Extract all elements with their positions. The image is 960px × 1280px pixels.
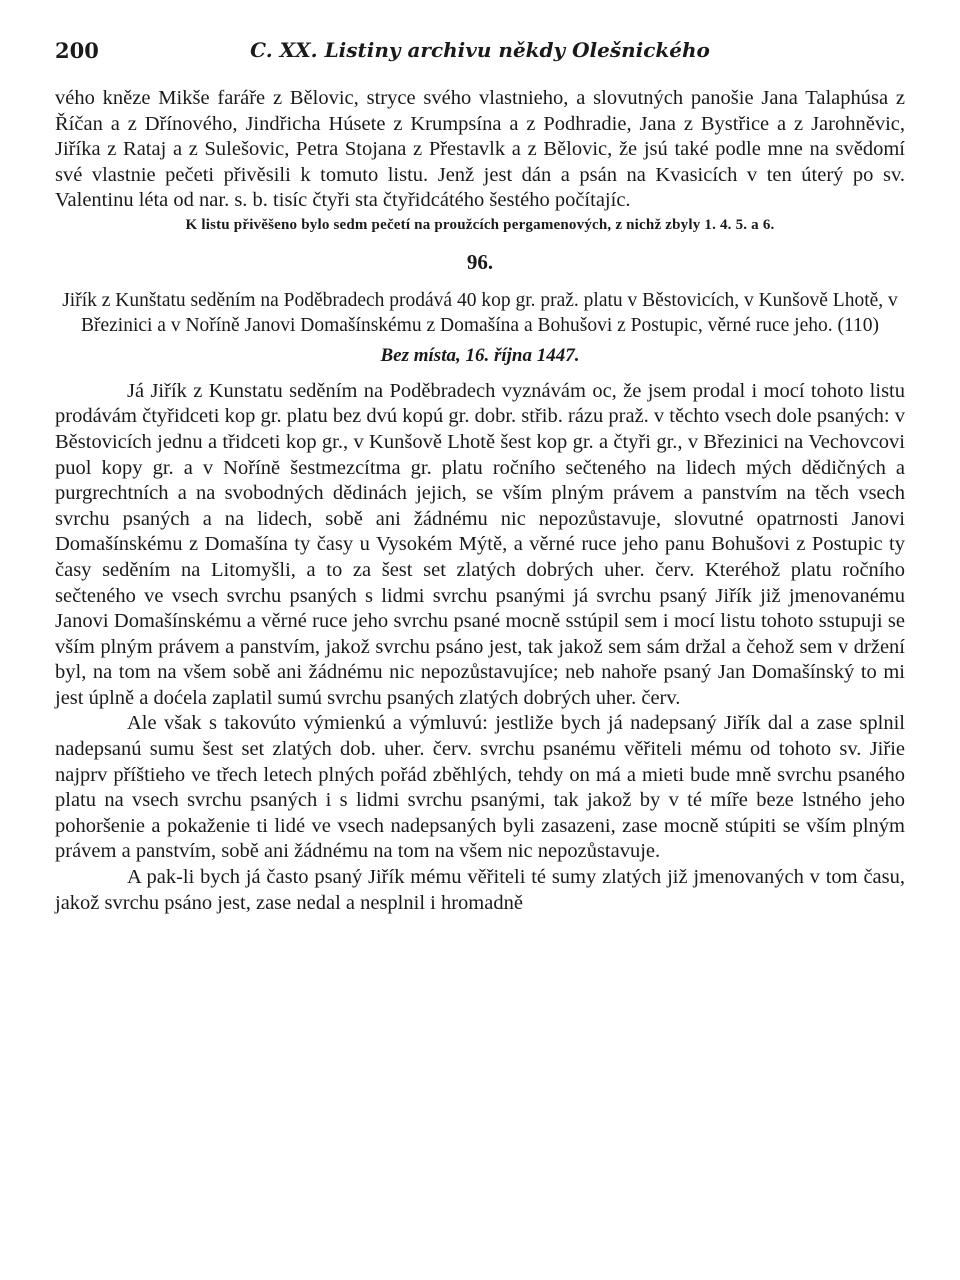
page-number: 200 xyxy=(55,38,99,63)
document-dating: Bez místa, 16. října 1447. xyxy=(380,345,580,367)
document-paragraph: Ale však s takovúto výmienkú a výmluvú: jestliže bych já nadepsaný Jiřík dal a zase splnil nadepsanú sumu šest set zlatých dob. uher. červ. svrchu psanému věřiteli mému od tohoto sv. Jiřie najprv příštieho ve třech letech plných pořád zběhlých, tehdy on má a mieti bude mně svrchu psaného platu na vsech svrchu psaných i s lidmi svrchu psanými, tak jakož by v té míře beze lstného jeho pohoršenie a pokaženie ti lidé ve vsech nadepsaných byli zasazeni, zase mocně stúpiti se vším plným právem a panstvím, sobě ani žádnému na tom na všem nic nepozůstavuje. xyxy=(55,712,905,863)
document-paragraph: A pak-li bych já často psaný Jiřík mému věřiteli té sumy zlatých již jmenovaných v tom času, jakož svrchu psáno jest, zase nedal a nesplnil i hromadně xyxy=(55,866,905,914)
document-regest: Jiřík z Kunštatu seděním na Poděbradech prodává 40 kop gr. praž. platu v Běstovicích, v Kunšově Lhotě, v Březinici a v Noříně Janovi Domašínskému z Domašína a Bohušovi z Postupic, věrné ruce jeho. (110) xyxy=(62,289,898,337)
document-number: 96. xyxy=(466,249,494,274)
running-head: C. XX. Listiny archivu někdy Olešnického xyxy=(250,38,710,62)
continuation-paragraph: vého kněze Mikše faráře z Bělovic, stryce svého vlastnieho, a slovutných panošie Jana Talaphúsa z Říčan a z Dřínového, Jindřicha Húsete z Krumpsína a z Podhradie, Jana z Bystřice a z Jarohněvic, Jiříka z Rataj a z Sulešovic, Petra Stojana z Přestavlk a z Bělovic, že jsú také podle mne na svědomí své vlastnie pečeti přivěsili k tomuto listu. Jenž jest dán a psán na Kvasicích v ten úterý po sv. Valentinu léta od nar. s. b. tisíc čtyři sta čtyřidcátého šestého počítajíc. xyxy=(55,87,905,212)
seal-note: K listu přivěšeno bylo sedm pečetí na proužcích pergamenových, z nichž zbyly 1. 4. 5. a 6. xyxy=(185,216,775,233)
page-header xyxy=(55,38,905,70)
document-text xyxy=(55,379,905,916)
document-paragraph: Já Jiřík z Kunstatu seděním na Poděbradech vyznávám oc, že jsem prodal i mocí tohoto listu prodávám čtyřidceti kop gr. platu bez dvú kopú gr. dobr. střib. rázu praž. v těchto vsech dole psaných: v Běstovicích jednu a třidceti kop gr., v Kunšově Lhotě šest kop gr. a čtyři gr., v Březinici na Vechovcovi puol kopy gr. a v Nořínĕ šestmezcítma gr. platu ročního sečteného na lidech mých dědičných a purgrechtních a na svobodných dědinách jejich, se vším plným právem a panstvím na těch vsech svrchu psaných a na lidech, sobě ani žádnému nic nepozůstavuje, slovutné opatrnosti Janovi Domašínskému z Domašína ty časy u Vysokém Mýtě, a věrné ruce jeho panu Bohušovi z Postupic ty časy seděním na Litomyšli, a to za šest set zlatých dobrých uher. červ. Kteréhož platu ročního sečteného ve vsech svrchu psaných s lidmi svrchu psanými já svrchu psaný Jiřík již jmenovanému Janovi Domašínskému a věrné ruce jeho svrchu psané mocně sstúpil sem i mocí listu tohoto sstupuji se vším plným právem a panstvím, jakož svrchu psáno jest, tak jakož sem sám držal a čehož sem v držení byl, na tom na všem sobě ani žádnému nic nepozůstavujíce; neb nahoře psaný Jan Domašínský to mi jest úplně a doćela zaplatil sumú svrchu psaných zlatých dobrých uher. červ. xyxy=(55,379,905,709)
page-body xyxy=(55,86,905,916)
